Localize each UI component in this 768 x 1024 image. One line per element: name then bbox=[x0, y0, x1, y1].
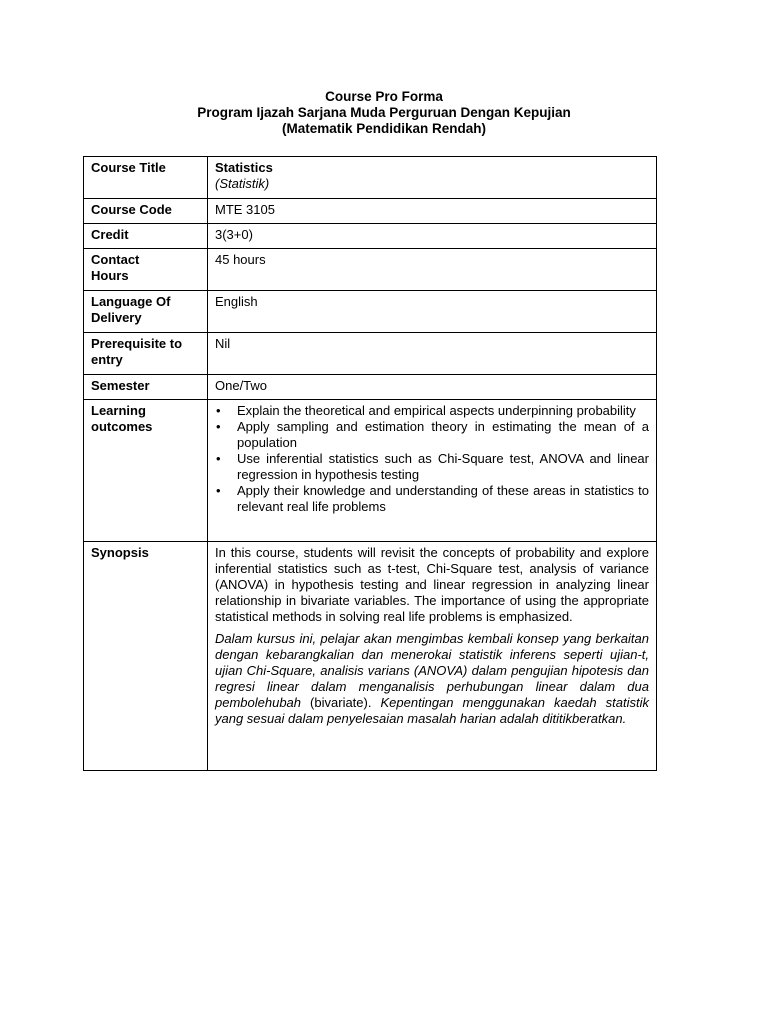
course-title-label: Course Title bbox=[84, 157, 208, 199]
table-row-contact-hours bbox=[84, 249, 657, 291]
prerequisite-label-line1: Prerequisite to bbox=[91, 336, 183, 351]
synopsis-malay-part2: (bivariate). bbox=[301, 695, 381, 710]
credit-label: Credit bbox=[84, 224, 208, 249]
synopsis-malay-part3: Kepentingan menggunakan kaedah statistik yang sesuai dalam penyelesaian masalah harian adalah dititikberatkan. bbox=[215, 695, 649, 726]
synopsis-label: Synopsis bbox=[84, 542, 208, 771]
language-label bbox=[84, 291, 208, 333]
table-row-prerequisite bbox=[84, 333, 657, 375]
learning-outcomes-label bbox=[84, 400, 208, 542]
language-label-line1: Language Of bbox=[91, 294, 171, 309]
credit-value: 3(3+0) bbox=[208, 224, 657, 249]
contact-hours-label-line1: Contact bbox=[91, 252, 140, 267]
prerequisite-label bbox=[84, 333, 208, 375]
synopsis-malay-part1: Dalam kursus ini, pelajar akan mengimbas kembali konsep yang berkaitan dengan kebarangkalian dan menerokai statistik inferens seperti ujian-t, ujian Chi-Square, analisis varians (ANOVA) dalam pengujian hipotesis dan regresi linear dalam menganalisis perhubungan linear dalam dua pembolehubah bbox=[215, 631, 649, 710]
contact-hours-label bbox=[84, 249, 208, 291]
course-code-value: MTE 3105 bbox=[208, 199, 657, 224]
document-header bbox=[0, 89, 768, 137]
list-item: • Use inferential statistics such as Chi-Square test, ANOVA and linear regression in hypothesis testing bbox=[215, 451, 649, 483]
learning-outcomes-list bbox=[215, 403, 649, 515]
table-row-language bbox=[84, 291, 657, 333]
semester-label: Semester bbox=[84, 375, 208, 400]
course-code-label: Course Code bbox=[84, 199, 208, 224]
table-row-learning-outcomes bbox=[84, 400, 657, 542]
course-title-text: Statistics bbox=[215, 160, 273, 175]
synopsis-english: In this course, students will revisit the concepts of probability and explore inferential statistics such as t-test, Chi-Square test, analysis of variance (ANOVA) in hypothesis testing and linear regression in analyzing linear relationship in bivariate variables. The importance of using the appropriate statistical methods in solving real life problems is emphasized. bbox=[215, 545, 649, 624]
synopsis-value bbox=[208, 542, 657, 771]
table-row-synopsis bbox=[84, 542, 657, 771]
list-item: • Apply sampling and estimation theory in estimating the mean of a population bbox=[215, 419, 649, 451]
table-row-course-code bbox=[84, 199, 657, 224]
table-row-course-title bbox=[84, 157, 657, 199]
learning-outcomes-value bbox=[208, 400, 657, 542]
header-title: Course Pro Forma bbox=[325, 89, 443, 104]
header-program: Program Ijazah Sarjana Muda Perguruan Dengan Kepujian bbox=[197, 105, 571, 120]
language-value: English bbox=[208, 291, 657, 333]
header-specialization: (Matematik Pendidikan Rendah) bbox=[281, 121, 487, 136]
table-row-credit bbox=[84, 224, 657, 249]
prerequisite-label-line2: entry bbox=[91, 352, 123, 367]
language-label-line2: Delivery bbox=[91, 310, 142, 325]
contact-hours-label-line2: Hours bbox=[91, 268, 129, 283]
course-title-translation: (Statistik) bbox=[215, 176, 270, 191]
prerequisite-value: Nil bbox=[208, 333, 657, 375]
semester-value: One/Two bbox=[208, 375, 657, 400]
list-item: • Explain the theoretical and empirical aspects underpinning probability bbox=[215, 403, 649, 419]
learning-outcomes-label-line2: outcomes bbox=[91, 419, 153, 434]
list-item: • Apply their knowledge and understanding of these areas in statistics to relevant real life problems bbox=[215, 483, 649, 515]
synopsis-malay bbox=[215, 631, 649, 727]
table-row-semester bbox=[84, 375, 657, 400]
course-title-value bbox=[208, 157, 657, 199]
learning-outcomes-label-line1: Learning bbox=[91, 403, 146, 418]
course-proforma-table bbox=[83, 156, 657, 771]
contact-hours-value: 45 hours bbox=[208, 249, 657, 291]
